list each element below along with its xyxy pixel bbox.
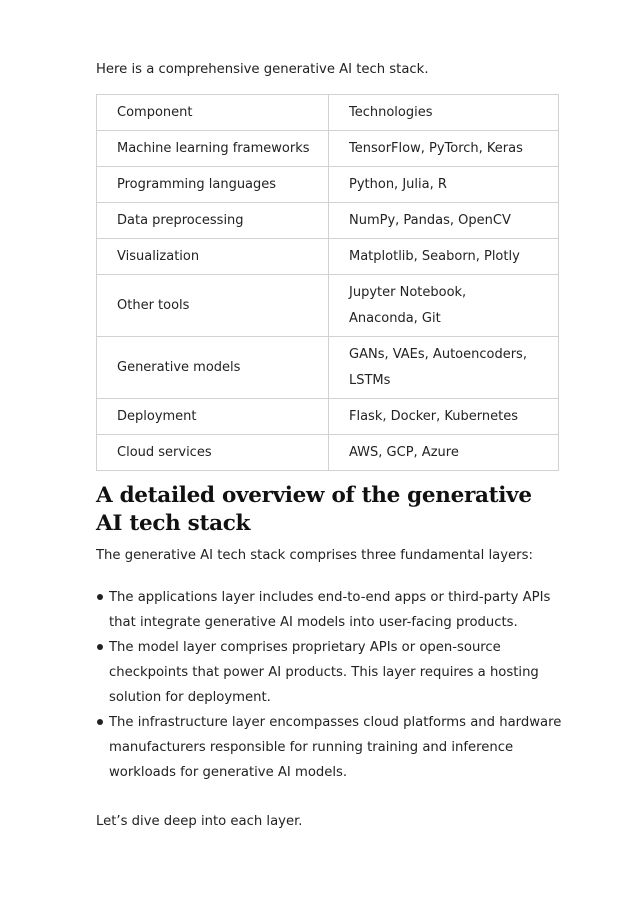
list-item-text: The model layer comprises proprietary APIs or open-source checkpoints that power AI products. This layer requires a hosting solution for deployment. — [109, 640, 539, 705]
closing-paragraph: Let’s dive deep into each layer. — [96, 814, 303, 829]
component-cell: Deployment — [97, 399, 329, 435]
intro-paragraph: Here is a comprehensive generative AI tech stack. — [96, 62, 429, 77]
header-cell-component: Component — [97, 95, 329, 131]
table-row — [97, 435, 559, 471]
list-item — [96, 635, 566, 710]
table-row — [97, 239, 559, 275]
component-cell: Visualization — [97, 239, 329, 275]
section-heading: A detailed overview of the generative AI tech stack — [96, 483, 532, 536]
list-item-text: The infrastructure layer encompasses cloud platforms and hardware manufacturers responsible for running training and inference workloads for generative AI models. — [109, 715, 562, 780]
table-row — [97, 399, 559, 435]
table-row — [97, 275, 559, 337]
table-row — [97, 337, 559, 399]
section-lead-paragraph: The generative AI tech stack comprises three fundamental layers: — [96, 548, 533, 563]
bullet-icon — [97, 644, 103, 650]
header-cell-technologies: Technologies — [329, 95, 559, 131]
list-item — [96, 710, 566, 785]
technologies-cell: NumPy, Pandas, OpenCV — [329, 203, 559, 239]
table-row — [97, 131, 559, 167]
component-cell: Machine learning frameworks — [97, 131, 329, 167]
technologies-cell: Flask, Docker, Kubernetes — [329, 399, 559, 435]
technologies-cell: GANs, VAEs, Autoencoders, LSTMs — [329, 337, 559, 399]
table-header-row — [97, 95, 559, 131]
list-item — [96, 585, 566, 635]
bullet-icon — [97, 719, 103, 725]
table-row — [97, 167, 559, 203]
component-cell: Other tools — [97, 275, 329, 337]
tech-stack-table — [96, 94, 559, 471]
bullet-icon — [97, 594, 103, 600]
component-cell: Programming languages — [97, 167, 329, 203]
technologies-cell: AWS, GCP, Azure — [329, 435, 559, 471]
table-row — [97, 203, 559, 239]
technologies-cell: Jupyter Notebook, Anaconda, Git — [329, 275, 559, 337]
list-item-text: The applications layer includes end-to-end apps or third-party APIs that integrate generative AI models into user-facing products. — [109, 590, 551, 630]
component-cell: Data preprocessing — [97, 203, 329, 239]
component-cell: Cloud services — [97, 435, 329, 471]
technologies-cell: TensorFlow, PyTorch, Keras — [329, 131, 559, 167]
technologies-cell: Matplotlib, Seaborn, Plotly — [329, 239, 559, 275]
component-cell: Generative models — [97, 337, 329, 399]
technologies-cell: Python, Julia, R — [329, 167, 559, 203]
layers-list — [96, 585, 566, 785]
